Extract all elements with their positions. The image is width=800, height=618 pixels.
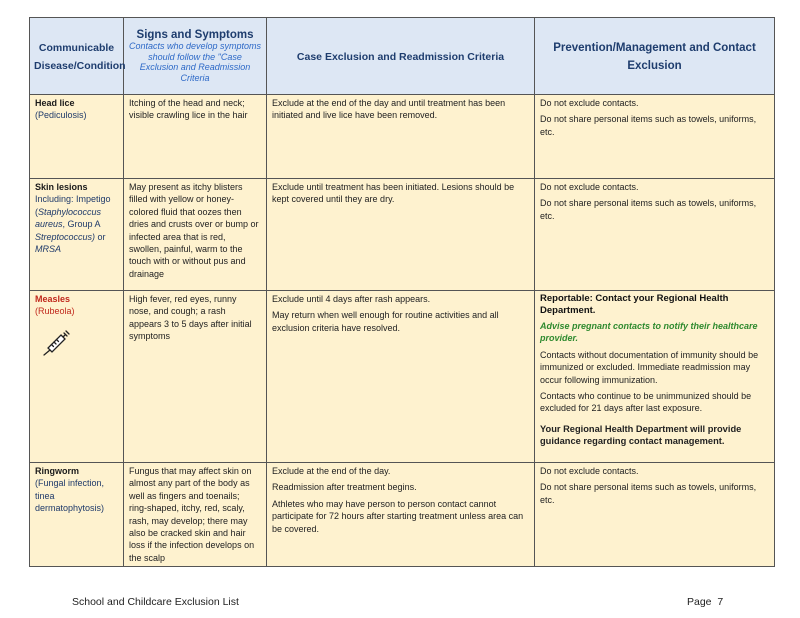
header-disease: Communicable Disease/Condition <box>30 18 124 95</box>
header-symptoms <box>124 18 267 95</box>
symptoms-cell: Fungus that may affect skin on almost any part of the body as well as fingers and toenails; ring-shaped, itchy, red, scaly, rash, may develop; there may also be cracked skin and hair loss if the infection develops on the scalp <box>124 463 267 567</box>
exclusion-cell: Exclude until 4 days after rash appears. May return when well enough for routine activities and all exclusion criteria have resolved. <box>267 291 535 463</box>
disease-subname: (Rubeola) <box>35 306 75 317</box>
symptoms-cell: High fever, red eyes, runny nose, and cough; a rash appears 3 to 5 days after initial symptoms <box>124 291 267 463</box>
disease-name: Measles <box>35 294 71 304</box>
symptoms-cell: Itching of the head and neck; visible crawling lice in the hair <box>124 95 267 179</box>
disease-cell <box>30 291 124 463</box>
syringe-icon <box>41 328 71 356</box>
prevention-cell: Do not exclude contacts. Do not share personal items such as towels, uniforms, etc. <box>535 95 775 179</box>
disease-name: Ringworm <box>35 466 79 476</box>
disease-name: Skin lesions <box>35 182 88 192</box>
disease-name: Head lice <box>35 98 75 108</box>
exclusion-cell: Exclude at the end of the day and until treatment has been initiated and live lice have been removed. <box>267 95 535 179</box>
table-row <box>30 95 775 179</box>
table-header-row <box>30 18 775 95</box>
table-row <box>30 463 775 567</box>
disease-subname: (Pediculosis) <box>35 110 87 121</box>
header-symptoms-note: Contacts who develop symptoms should follow the "Case Exclusion and Readmission Criteria <box>128 41 262 83</box>
header-prevention: Prevention/Management and Contact Exclusion <box>535 18 775 95</box>
table-row <box>30 179 775 291</box>
prevention-cell: Reportable: Contact your Regional Health Department. Advise pregnant contacts to notify their healthcare provider. Contacts without documentation of immunity should be immunized or excluded. Immediate readmission may occur following immunization. Contacts who continue to be unimmunized should be excluded for 21 days after last exposure. Your Regional Health Department will provide guidance regarding contact management. <box>535 291 775 463</box>
prevention-cell: Do not exclude contacts. Do not share personal items such as towels, uniforms, etc. <box>535 179 775 291</box>
page-number: Page 7 <box>687 596 724 608</box>
disease-subname: (Fungal infection, tinea dermatophytosis) <box>35 478 105 514</box>
symptoms-cell: May present as itchy blisters filled with yellow or honey-colored fluid that oozes then dries and crusts over or bump or infected area that is red, swollen, painful, warm to the touch with or without pus and drainage <box>124 179 267 291</box>
exclusion-cell: Exclude until treatment has been initiated. Lesions should be kept covered until they are dry. <box>267 179 535 291</box>
disease-cell <box>30 95 124 179</box>
pregnancy-advice: Advise pregnant contacts to notify their healthcare provider. <box>540 321 758 344</box>
exclusion-cell: Exclude at the end of the day. Readmission after treatment begins. Athletes who may have person to person contact cannot participate for 72 hours after starting treatment unless area can be covered. <box>267 463 535 567</box>
reportable-notice: Reportable: Contact your Regional Health Department. <box>540 293 729 316</box>
footer-title: School and Childcare Exclusion List <box>72 596 239 608</box>
disease-cell <box>30 179 124 291</box>
disease-cell <box>30 463 124 567</box>
exclusion-table <box>29 17 775 567</box>
header-symptoms-title: Signs and Symptoms <box>136 29 254 41</box>
guidance-notice: Your Regional Health Department will provide guidance regarding contact management. <box>540 423 742 446</box>
prevention-cell: Do not exclude contacts. Do not share personal items such as towels, uniforms, etc. <box>535 463 775 567</box>
header-exclusion: Case Exclusion and Readmission Criteria <box>267 18 535 95</box>
disease-subname: Including: Impetigo (Staphylococcus aureus, Group A Streptococcus) or MRSA <box>35 194 111 255</box>
table-row <box>30 291 775 463</box>
